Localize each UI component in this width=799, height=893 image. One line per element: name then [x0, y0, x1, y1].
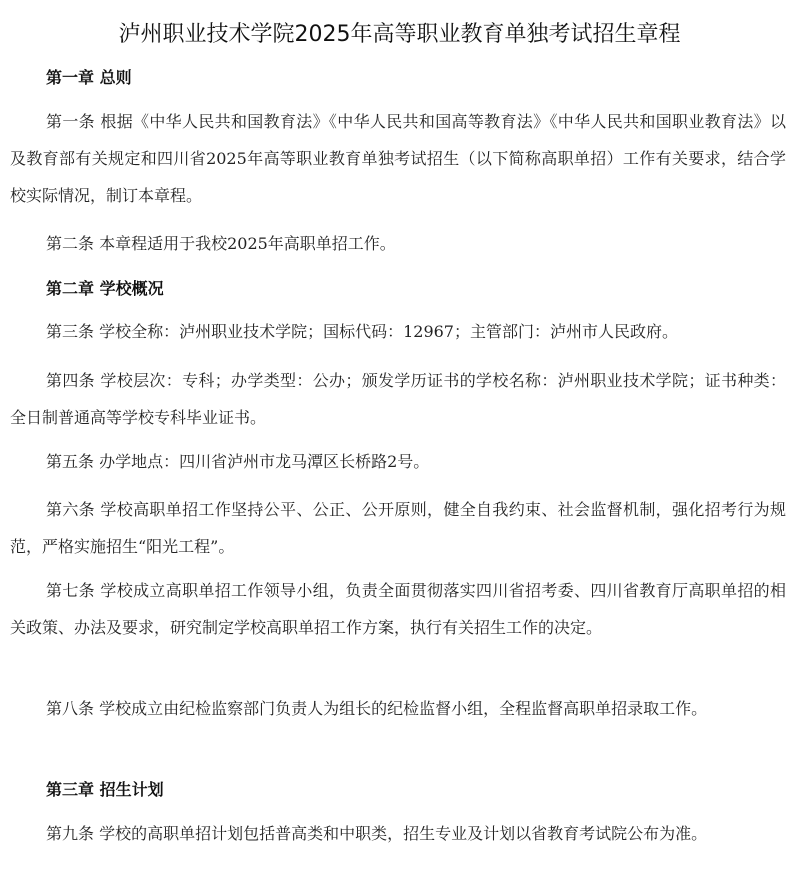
article-7: 第七条 学校成立高职单招工作领导小组，负责全面贯彻落实四川省招考委、四川省教育厅高职单招的相关政策、办法及要求，研究制定学校高职单招工作方案，执行有关招生工作的决定。 — [10, 581, 786, 637]
article-4: 第四条 学校层次：专科；办学类型：公办；颁发学历证书的学校名称：泸州职业技术学院；证书种类：全日制普通高等学校专科毕业证书。 — [10, 371, 786, 427]
article-2: 第二条 本章程适用于我校2025年高职单招工作。 — [46, 234, 396, 253]
chapter-heading-3: 第三章 招生计划 — [46, 780, 164, 799]
chapter-heading-1: 第一章 总则 — [46, 68, 132, 87]
article-5: 第五条 办学地点：四川省泸州市龙马潭区长桥路2号。 — [46, 452, 430, 471]
article-1: 第一条 根据《中华人民共和国教育法》《中华人民共和国高等教育法》《中华人民共和国职业教育法》以及教育部有关规定和四川省2025年高等职业教育单独考试招生（以下简称高职单招）工作有关要求，结合学校实际情况，制订本章程。 — [10, 112, 786, 205]
chapter-heading-2: 第二章 学校概况 — [46, 279, 164, 298]
article-3: 第三条 学校全称：泸州职业技术学院；国标代码：12967；主管部门：泸州市人民政府。 — [46, 322, 678, 341]
document-title: 泸州职业技术学院2025年高等职业教育单独考试招生章程 — [118, 22, 681, 47]
article-6: 第六条 学校高职单招工作坚持公平、公正、公开原则，健全自我约束、社会监督机制，强化招考行为规范，严格实施招生“阳光工程”。 — [10, 500, 786, 556]
article-9: 第九条 学校的高职单招计划包括普高类和中职类，招生专业及计划以省教育考试院公布为准。 — [46, 824, 708, 843]
article-8: 第八条 学校成立由纪检监察部门负责人为组长的纪检监督小组，全程监督高职单招录取工作。 — [46, 699, 708, 718]
